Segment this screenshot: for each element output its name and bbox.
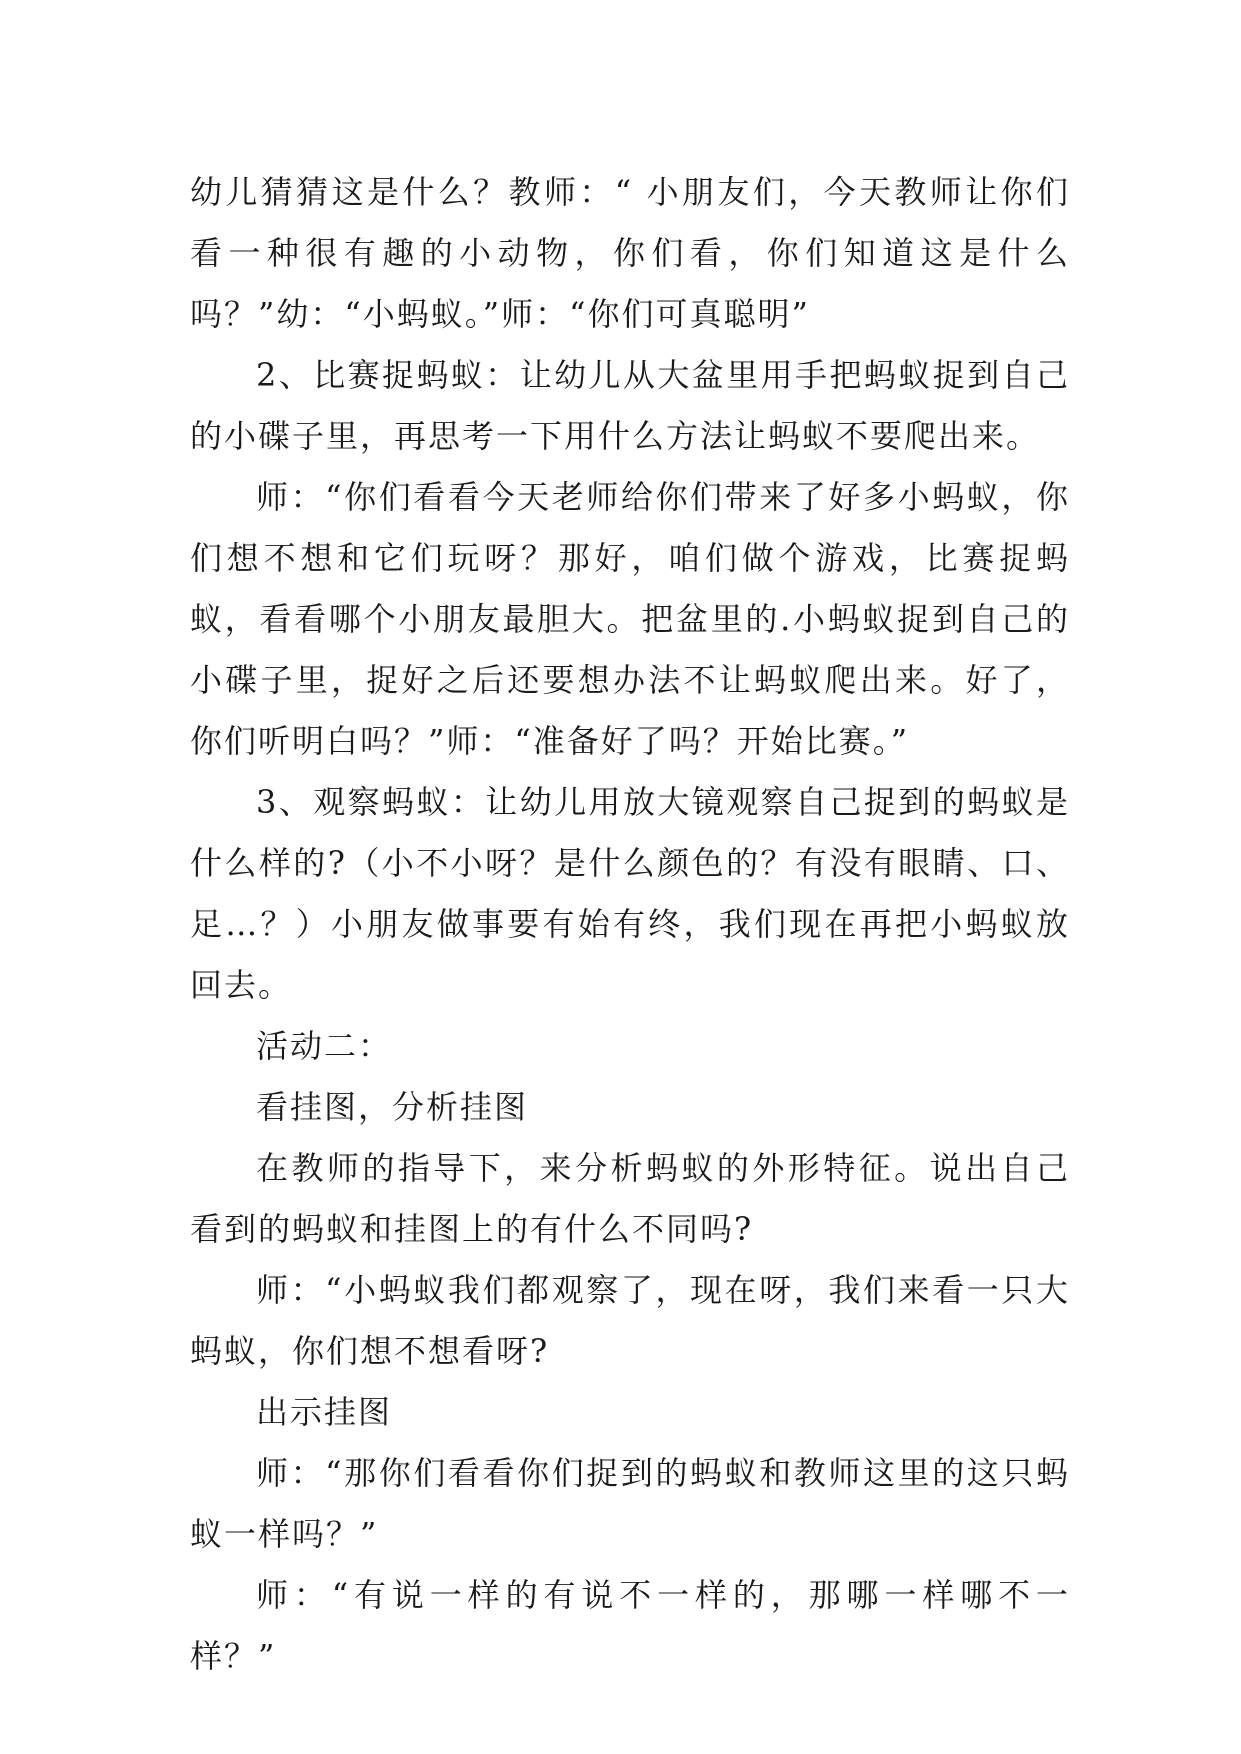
paragraph-show-chart: 出示挂图 <box>256 1393 393 1431</box>
document-body <box>190 162 1070 1687</box>
paragraph-teacher-compare: 师：“那你们看看你们捉到的蚂蚁和教师这里的这只蚂蚁一样吗？” <box>190 1454 1070 1553</box>
paragraph-step-3: 3、观察蚂蚁：让幼儿用放大镜观察自己捉到的蚂蚁是什么样的?（小不小呀？是什么颜色的？有没有眼睛、口、足…？）小朋友做事要有始有终，我们现在再把小蚂蚁放回去。 <box>190 783 1070 1004</box>
paragraph-intro-question: 幼儿猜猜这是什么？教师：“ 小朋友们，今天教师让你们看一种很有趣的小动物，你们看，你们知道这是什么吗？”幼：“小蚂蚁。”师：“你们可真聪明” <box>190 173 1070 333</box>
paragraph-teacher-big-ant: 师：“小蚂蚁我们都观察了，现在呀，我们来看一只大蚂蚁，你们想不想看呀? <box>190 1271 1070 1370</box>
paragraph-analyze-features: 在教师的指导下，来分析蚂蚁的外形特征。说出自己看到的蚂蚁和挂图上的有什么不同吗? <box>190 1149 1070 1248</box>
paragraph-step-2: 2、比赛捉蚂蚁：让幼儿从大盆里用手把蚂蚁捉到自己的小碟子里，再思考一下用什么方法让蚂蚁不要爬出来。 <box>190 356 1070 455</box>
paragraph-activity-2-heading: 活动二： <box>256 1027 393 1065</box>
paragraph-teacher-difference: 师：“有说一样的有说不一样的，那哪一样哪不一样？” <box>190 1576 1070 1675</box>
paragraph-view-chart: 看挂图，分析挂图 <box>256 1088 529 1126</box>
paragraph-teacher-game: 师：“你们看看今天老师给你们带来了好多小蚂蚁，你们想不想和它们玩呀？那好，咱们做个游戏，比赛捉蚂蚁，看看哪个小朋友最胆大。把盆里的.小蚂蚁捉到自己的小碟子里，捉好之后还要想办法不让蚂蚁爬出来。好了，你们听明白吗？”师：“准备好了吗？开始比赛。” <box>190 478 1070 760</box>
